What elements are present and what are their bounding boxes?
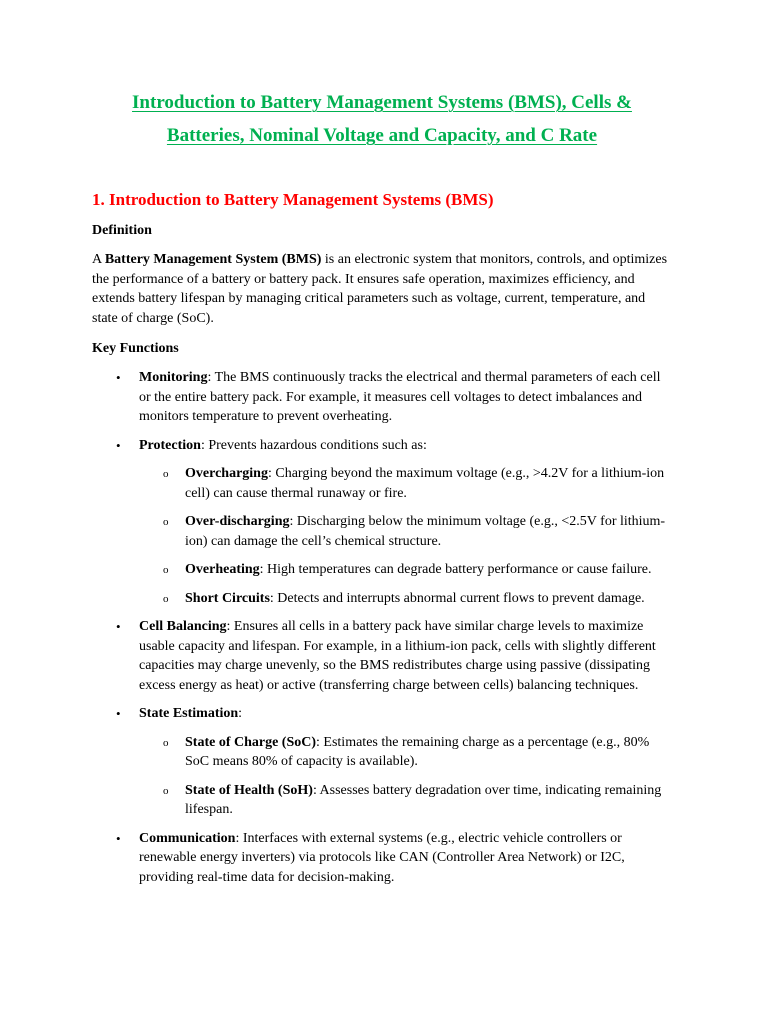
sublist-item-soh bbox=[139, 781, 672, 820]
list-item-term: Protection bbox=[139, 437, 201, 453]
definition-prefix: A bbox=[92, 252, 105, 267]
sublist-item-text: : Charging beyond the maximum voltage (e.g., >4.2V for a lithium-ion cell) can cause thermal runaway or fire. bbox=[185, 466, 665, 501]
section-heading: 1. Introduction to Battery Management Systems (BMS) bbox=[92, 190, 494, 209]
list-item-text: : The BMS continuously tracks the electrical and thermal parameters of each cell or the entire battery pack. For example, it measures cell voltages to detect imbalances and monitors temperature to prevent overheating. bbox=[139, 370, 661, 424]
circle-bullet-icon: o bbox=[163, 736, 169, 749]
bullet-icon: • bbox=[116, 706, 121, 721]
circle-bullet-icon: o bbox=[163, 784, 169, 797]
bullet-icon: • bbox=[116, 830, 121, 846]
list-item-term: Cell Balancing bbox=[139, 619, 227, 634]
sublist-item-overcharging bbox=[139, 464, 672, 503]
list-item-monitoring bbox=[92, 368, 672, 427]
sublist-item-text: : Discharging below the minimum voltage (e.g., <2.5V for lithium-ion) can damage the cell’s chemical structure. bbox=[185, 514, 666, 549]
sublist-item-term: State of Health (SoH) bbox=[185, 782, 313, 798]
list-item-state-estimation bbox=[92, 704, 672, 820]
circle-bullet-icon: o bbox=[163, 516, 169, 528]
sublist-item-term: Short Circuits bbox=[185, 590, 270, 606]
sublist-item-text: : Estimates the remaining charge as a percentage (e.g., 80% SoC means 80% of capacity is available). bbox=[185, 734, 650, 769]
bullet-icon: • bbox=[116, 370, 121, 385]
document-title: Introduction to Battery Management Systems (BMS), Cells & Batteries, Nominal Voltage and Capacity, and C Rate bbox=[132, 92, 632, 146]
protection-sublist bbox=[139, 464, 672, 608]
circle-bullet-icon: o bbox=[163, 468, 169, 480]
sublist-item-text: : Assesses battery degradation over time, indicating remaining lifespan. bbox=[185, 782, 662, 817]
circle-bullet-icon: o bbox=[163, 592, 169, 605]
sublist-item-short-circuits bbox=[139, 589, 672, 609]
sublist-item-term: Overcharging bbox=[185, 466, 268, 481]
key-functions-list bbox=[92, 368, 672, 887]
sublist-item-term: Overheating bbox=[185, 562, 260, 577]
list-item-text: : Prevents hazardous conditions such as: bbox=[200, 437, 427, 453]
key-functions-heading: Key Functions bbox=[92, 341, 179, 356]
bullet-icon: • bbox=[116, 619, 121, 634]
list-item-text: : Ensures all cells in a battery pack have similar charge levels to maximize usable capacity and lifespan. For example, in a lithium-ion pack, cells with slightly different capacities may charge unevenly, so the BMS redistributes charge using passive (dissipating excess energy as heat) or active (transferring charge between cells) balancing techniques. bbox=[139, 619, 656, 693]
sublist-item-soc bbox=[139, 733, 672, 772]
list-item-communication bbox=[92, 829, 672, 888]
list-item-text: : bbox=[238, 706, 243, 721]
list-item-term: Communication bbox=[139, 830, 236, 846]
sublist-item-text: : High temperatures can degrade battery performance or cause failure. bbox=[259, 562, 652, 577]
list-item-protection bbox=[92, 436, 672, 609]
sublist-item-term: State of Charge (SoC) bbox=[185, 734, 317, 750]
sublist-item-over-discharging bbox=[139, 512, 672, 551]
sublist-item-text: : Detects and interrupts abnormal current flows to prevent damage. bbox=[269, 590, 645, 606]
circle-bullet-icon: o bbox=[163, 564, 169, 576]
definition-term: Battery Management System (BMS) bbox=[104, 252, 322, 267]
definition-heading: Definition bbox=[92, 223, 152, 238]
list-item-cell-balancing bbox=[92, 617, 672, 695]
list-item-term: State Estimation bbox=[139, 706, 239, 721]
definition-text: is an electronic system that monitors, controls, and optimizes the performance of a battery or battery pack. It ensures safe operation, maximizes efficiency, and extends battery lifespan by managing critical parameters such as voltage, current, temperature, and state of charge (SoC). bbox=[92, 252, 668, 326]
definition-paragraph bbox=[92, 250, 672, 328]
sublist-item-term: Over-discharging bbox=[185, 514, 290, 529]
sublist-item-overheating bbox=[139, 560, 672, 580]
list-item-term: Monitoring bbox=[139, 370, 208, 385]
bullet-icon: • bbox=[116, 437, 121, 453]
list-item-text: : Interfaces with external systems (e.g., electric vehicle controllers or renewable energy inverters) via protocols like CAN (Controller Area Network) or I2C, providing real-time data for decision-making. bbox=[139, 830, 625, 885]
state-estimation-sublist bbox=[139, 733, 672, 820]
